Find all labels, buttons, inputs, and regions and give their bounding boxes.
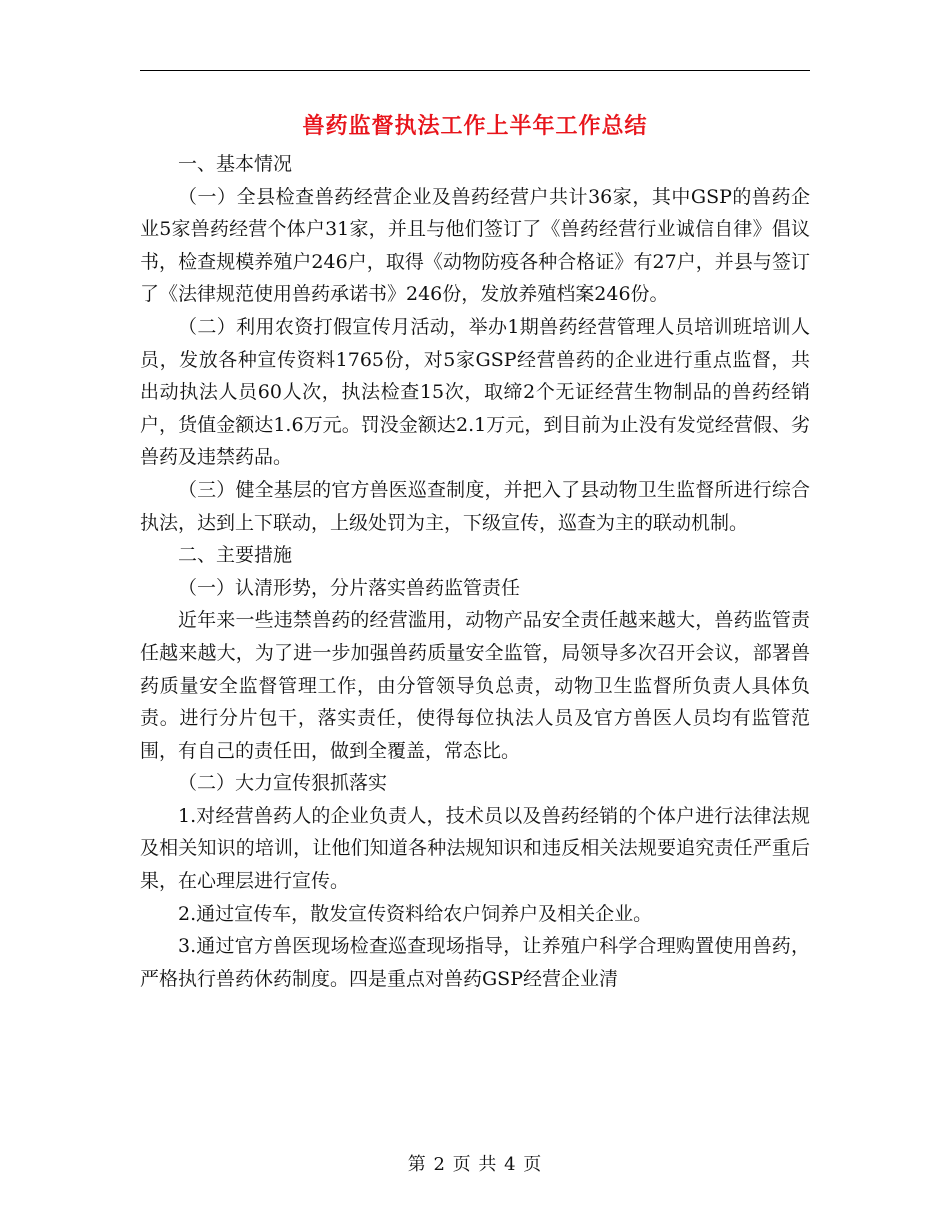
list-item: 1.对经营兽药人的企业负责人，技术员以及兽药经销的个体户进行法律法规及相关知识的培训，让他们知道各种法规知识和违反相关法规要追究责任严重后果，在心理层进行宣传。 bbox=[140, 804, 810, 893]
list-item: 2.通过宣传车，散发宣传资料给农户饲养户及相关企业。 bbox=[178, 902, 653, 925]
subheading: （二）大力宣传狠抓落实 bbox=[178, 772, 388, 795]
paragraph: （三）健全基层的官方兽医巡查制度，并把入了县动物卫生监督所进行综合执法，达到上下联动，上级处罚为主，下级宣传，巡查为主的联动机制。 bbox=[140, 478, 810, 534]
section-heading-basic: 一、基本情况 bbox=[178, 153, 293, 175]
list-item: 3.通过官方兽医现场检查巡查现场指导，让养殖户科学合理购置使用兽药，严格执行兽药休药制度。四是重点对兽药GSP经营企业清 bbox=[140, 935, 810, 990]
document-body bbox=[140, 148, 810, 995]
paragraph: （一）全县检查兽药经营企业及兽药经营户共计36家，其中GSP的兽药企业5家兽药经营个体户31家，并且与他们签订了《兽药经营行业诚信自律》倡议书，检查规模养殖户246户，取得《动物防疫各种合格证》有27户，并县与签订了《法律规范使用兽药承诺书》246份，发放养殖档案246份。 bbox=[140, 185, 810, 306]
paragraph: 近年来一些违禁兽药的经营滥用，动物产品安全责任越来越大，兽药监管责任越来越大，为了进一步加强兽药质量安全监管，局领导多次召开会议，部署兽药质量安全监督管理工作，由分管领导负总责，动物卫生监督所负责人具体负责。进行分片包干，落实责任，使得每位执法人员及官方兽医人员均有监管范围，有自己的责任田，做到全覆盖，常态比。 bbox=[140, 609, 810, 762]
page-number: 第 2 页 共 4 页 bbox=[407, 1154, 543, 1175]
header-rule bbox=[140, 70, 810, 71]
subheading: （一）认清形势，分片落实兽药监管责任 bbox=[178, 576, 521, 599]
paragraph: （二）利用农资打假宣传月活动，举办1期兽药经营管理人员培训班培训人员，发放各种宣传资料1765份，对5家GSP经营兽药的企业进行重点监督，共出动执法人员60人次，执法检查15次，取缔2个无证经营生物制品的兽药经销户，货值金额达1.6万元。罚没金额达2.1万元，到目前为止没有发觉经营假、劣兽药及违禁药品。 bbox=[140, 315, 810, 469]
section-heading-measures: 二、主要措施 bbox=[178, 544, 293, 567]
document-title: 兽药监督执法工作上半年工作总结 bbox=[302, 113, 648, 139]
